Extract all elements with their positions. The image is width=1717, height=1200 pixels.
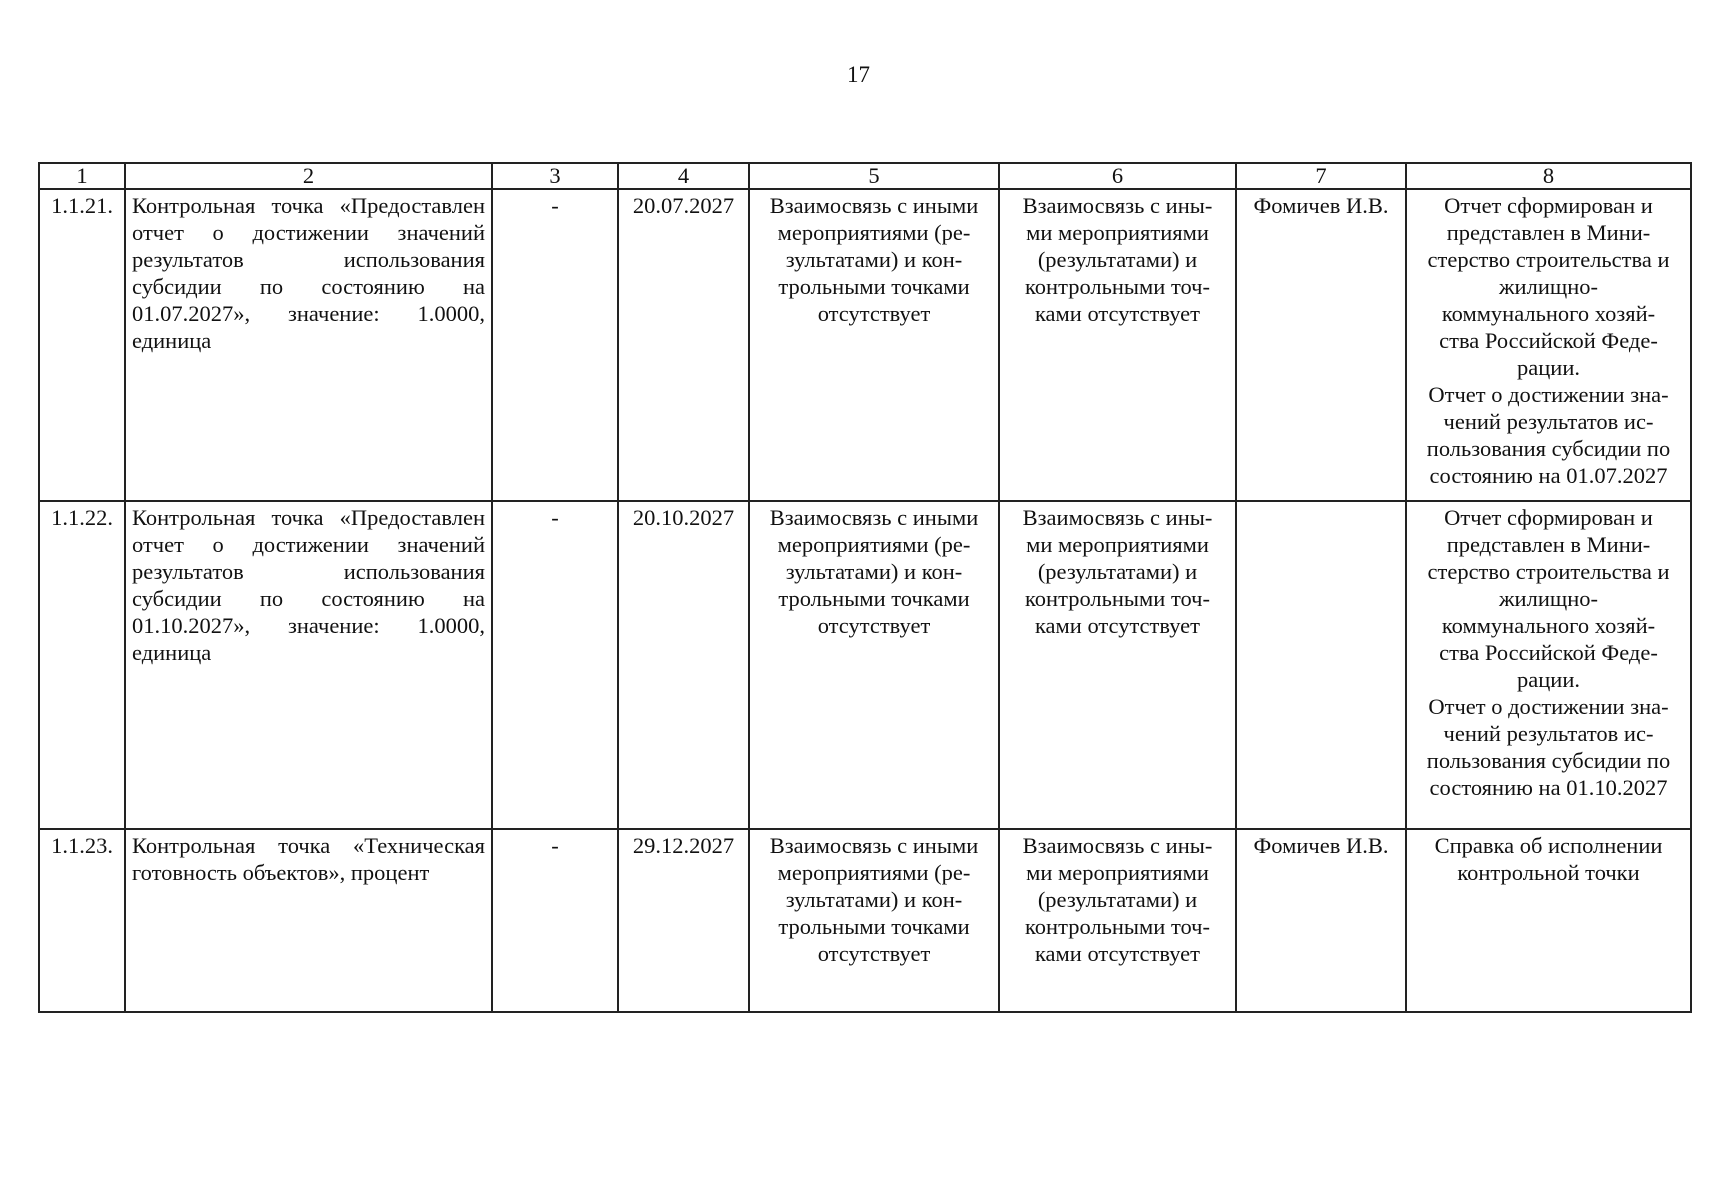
deadline-date: 20.07.2027 (618, 189, 749, 501)
responsible-person: Фомичев И.В. (1236, 829, 1406, 1012)
column-3-value: - (492, 189, 618, 501)
relationship-results-text: Взаимосвязь с ины- ми мероприятиями (результатами) и контрольными точ- ками отсутствует (1022, 193, 1213, 326)
row-number: 1.1.21. (39, 189, 125, 501)
column-header-4: 4 (618, 163, 749, 189)
control-point-name: Контрольная точка «Техническая готовность объектов», процент (125, 829, 492, 1012)
row-number: 1.1.22. (39, 501, 125, 829)
relationship-results-text: Взаимосвязь с ины- ми мероприятиями (результатами) и контрольными точ- ками отсутствует (1022, 833, 1213, 966)
completion-document-text: Отчет сформирован и представлен в Мини- стерство строительства и жилищно- коммунального хозяй- ства Российской Феде- рации. Отчет о достижении зна- чений результатов ис- пользования субсидии по состоянию на 01.10.2027 (1426, 505, 1671, 800)
column-3-value: - (492, 829, 618, 1012)
table-row (39, 189, 1691, 501)
control-points-table (38, 162, 1692, 1013)
relationship-results (999, 829, 1236, 1012)
deadline-date: 29.12.2027 (618, 829, 749, 1012)
relationship-events (749, 829, 999, 1012)
column-header-5: 5 (749, 163, 999, 189)
column-header-7: 7 (1236, 163, 1406, 189)
completion-document (1406, 189, 1691, 501)
responsible-person: Фомичев И.В. (1236, 189, 1406, 501)
column-header-3: 3 (492, 163, 618, 189)
relationship-events (749, 189, 999, 501)
column-header-2: 2 (125, 163, 492, 189)
control-point-name: Контрольная точка «Предоставлен отчет о достижении значений результатов использования субсидии по состоянию на 01.07.2027», значение: 1.0000, единица (125, 189, 492, 501)
relationship-results-text: Взаимосвязь с ины- ми мероприятиями (результатами) и контрольными точ- ками отсутствует (1022, 505, 1213, 638)
relationship-events-text: Взаимосвязь с иными мероприятиями (ре- зультатами) и кон- трольными точками отсутствует (769, 833, 979, 966)
completion-document (1406, 501, 1691, 829)
table-row (39, 501, 1691, 829)
relationship-events-text: Взаимосвязь с иными мероприятиями (ре- зультатами) и кон- трольными точками отсутствует (769, 505, 979, 638)
completion-document (1406, 829, 1691, 1012)
relationship-events-text: Взаимосвязь с иными мероприятиями (ре- зультатами) и кон- трольными точками отсутствует (769, 193, 979, 326)
control-point-name: Контрольная точка «Предоставлен отчет о достижении значений результатов использования субсидии по состоянию на 01.10.2027», значение: 1.0000, единица (125, 501, 492, 829)
relationship-results (999, 189, 1236, 501)
column-header-8: 8 (1406, 163, 1691, 189)
column-3-value: - (492, 501, 618, 829)
table-row (39, 829, 1691, 1012)
responsible-person (1236, 501, 1406, 829)
column-number-row (39, 163, 1691, 189)
completion-document-text: Отчет сформирован и представлен в Мини- стерство строительства и жилищно- коммунального хозяй- ства Российской Феде- рации. Отчет о достижении зна- чений результатов ис- пользования субсидии по состоянию на 01.07.2027 (1426, 193, 1671, 488)
relationship-results (999, 501, 1236, 829)
column-header-6: 6 (999, 163, 1236, 189)
column-header-1: 1 (39, 163, 125, 189)
page-number: 17 (847, 62, 870, 87)
completion-document-text: Справка об исполнении контрольной точки (1434, 833, 1663, 885)
relationship-events (749, 501, 999, 829)
deadline-date: 20.10.2027 (618, 501, 749, 829)
row-number: 1.1.23. (39, 829, 125, 1012)
